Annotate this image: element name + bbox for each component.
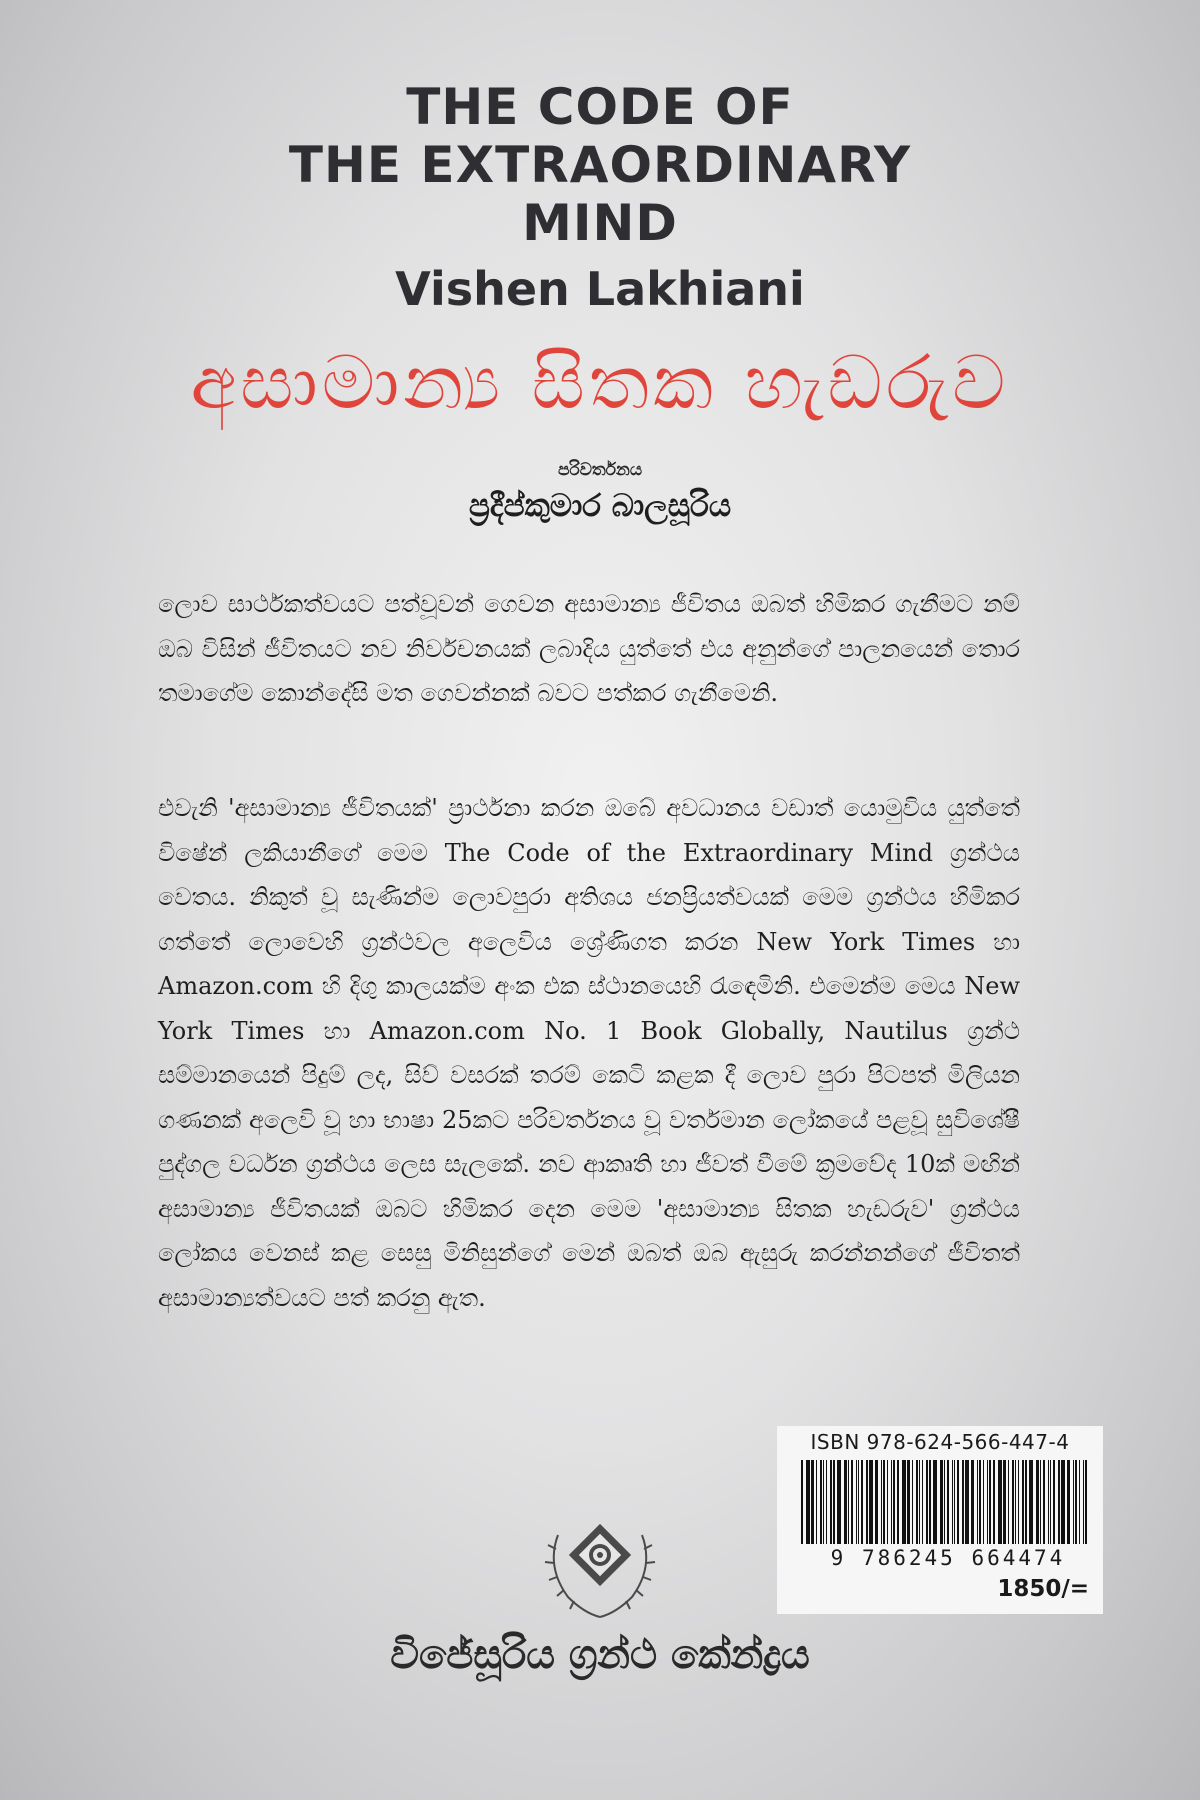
blurb-paragraph-2: එවැනි 'අසාමාන්‍ය ජීවිතයක්' ප්‍රාර්ථනා කරන ඔබේ අවධානය වඩාත් යොමුවිය යුත්තේ විෂේන් ලකියානීගේ මෙම The Code of the Extraordinary Mind ග්‍රන්ථය වෙතය. නිකුත් වූ සැණින්ම ලොවපුරා අතිශය ජනප්‍රියත්වයක් මෙම ග්‍රන්ථය හිමිකර ගත්තේ ලොවෙහි ග්‍රන්ථවල අලෙවිය ශ්‍රේණිගත කරන New York Times හා Amazon.com හි දිගු කාලයක්ම අංක එක ස්ථානයෙහි රැඳෙමිනි. එමෙන්ම මෙය New York Times හා Amazon.com No. 1 Book Globally, Nautilus ග්‍රන්ථ සම්මානයෙන් පිදුම් ලද, සිව් වසරක් තරම් කෙටි කළක දී ලොව පුරා පිටපත් මිලියන ගණනක් අලෙවි වූ හා භාෂා 25කට පරිවර්තනය වූ වර්තමාන ලෝකයේ පළවූ සුවිශේෂී පුද්ගල වර්ධන ග්‍රන්ථය ලෙස සැලකේ. නව ආකෘති හා ජීවත් වීමේ ක්‍රමවේද 10ක් මඟින් අසාමාන්‍ය ජීවිතයක් ඔබට හිමිකර දෙන මෙම 'අසාමාන්‍ය සිතක හැඩරුව' ග්‍රන්ථය ලෝකය වෙනස් කළ සෙසු මිනිසුන්ගේ මෙන් ඔබත් ඔබ ඇසුරු කරන්නන්ගේ ජීවිතත් අසාමාන්‍යත්වයට පත් කරනු ඇත. xyxy=(158,794,1020,1312)
english-title-line-2: THE EXTRAORDINARY xyxy=(288,136,912,194)
english-title-line-1: THE CODE OF xyxy=(406,78,794,136)
english-title xyxy=(0,78,1200,252)
barcode-digits: 9 786245 664474 xyxy=(830,1546,1066,1570)
isbn-label xyxy=(777,1426,1103,1614)
barcode-icon xyxy=(801,1460,1091,1544)
author-name: Vishen Lakhiani xyxy=(395,262,805,316)
blurb-paragraph-1: ලොව සාර්ථකත්වයට පත්වූවන් ගෙවන අසාමාන්‍ය ජීවිතය ඔබත් හිමිකර ගැනීමට නම් ඔබ විසින් ජීවිතයට නව නිර්වචනයක් ලබාදිය යුත්තේ එය අනුන්ගේ පාලනයෙන් තොර තමාගේම කොන්දේසි මත ගෙවන්නක් බවට පත්කර ගැනීමෙනි. xyxy=(158,590,1020,707)
sinhala-title: අසාමාන්‍ය සිතක හැඩරුව xyxy=(190,340,1010,426)
publisher-emblem-icon xyxy=(538,1505,662,1623)
english-title-line-3: MIND xyxy=(522,194,678,252)
translator-name: ප්‍රදීප්කුමාර බාලසූරිය xyxy=(468,488,732,524)
price-tag: 1850/= xyxy=(997,1576,1089,1602)
translation-label: පරිවර්තනය xyxy=(557,460,643,480)
isbn-number: ISBN 978-624-566-447-4 xyxy=(810,1430,1070,1454)
publisher-name: විජේසූරිය ග්‍රන්ථ කේන්ද්‍රය xyxy=(390,1632,810,1678)
